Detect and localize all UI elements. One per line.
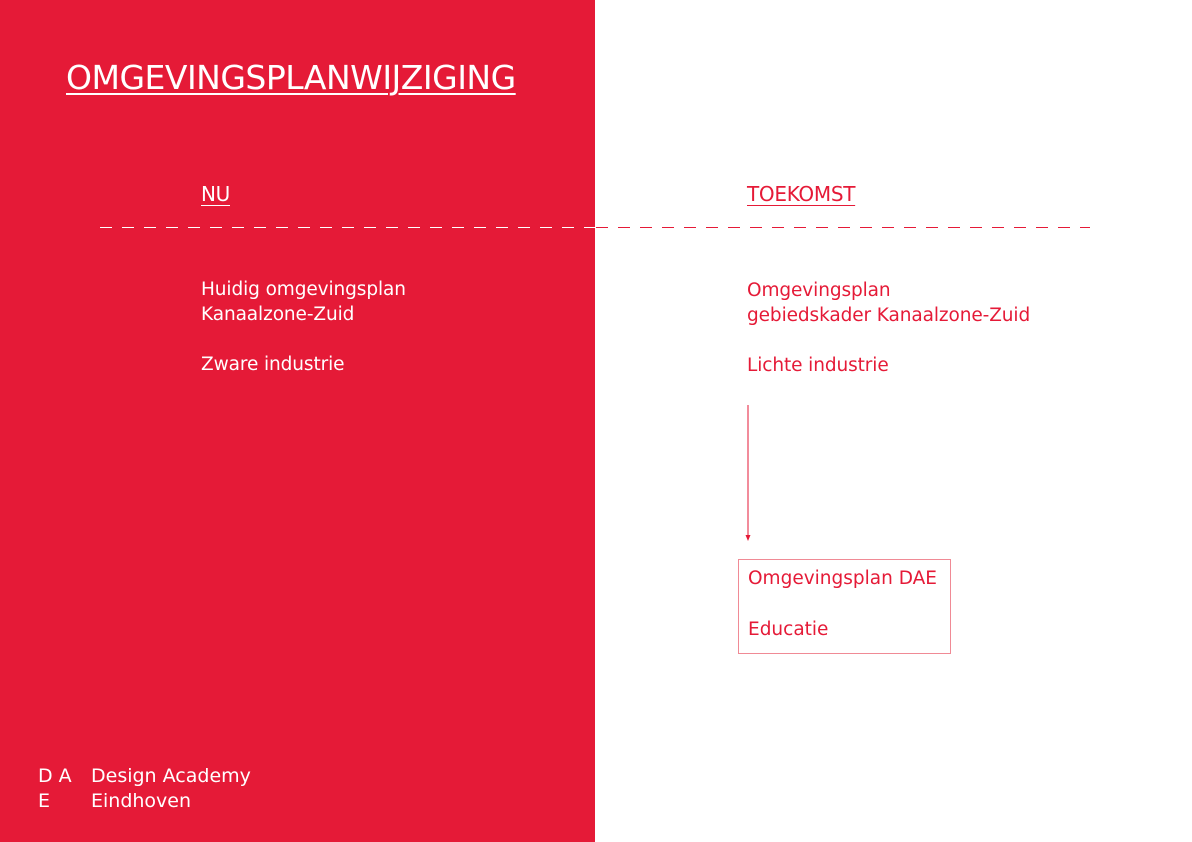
now-function-text: Zware industrie (201, 354, 345, 375)
heading-future: TOEKOMST (747, 182, 856, 206)
now-plan-line-1: Huidig omgevingsplan (201, 279, 406, 300)
logo-name-line-1: Design Academy (91, 765, 251, 787)
logo-name-line-2: Eindhoven (91, 790, 192, 812)
future-function-text: Lichte industrie (747, 355, 889, 376)
logo-letters-row-2: E (38, 790, 51, 812)
now-plan-line-2: Kanaalzone-Zuid (201, 304, 355, 325)
result-function-text: Educatie (748, 619, 829, 640)
result-plan-text: Omgevingsplan DAE (748, 568, 937, 589)
arrow-head-icon (746, 535, 751, 541)
logo-letters-row-1: D A (38, 765, 72, 787)
logo-wordmark (91, 764, 251, 814)
page-title: OMGEVINGSPLANWIJZIGING (66, 58, 516, 97)
heading-now: NU (201, 182, 230, 206)
future-plan-line-1: Omgevingsplan (747, 280, 891, 301)
logo-monogram (38, 764, 88, 814)
future-plan-line-2: gebiedskader Kanaalzone-Zuid (747, 305, 1031, 326)
result-box (738, 559, 951, 654)
